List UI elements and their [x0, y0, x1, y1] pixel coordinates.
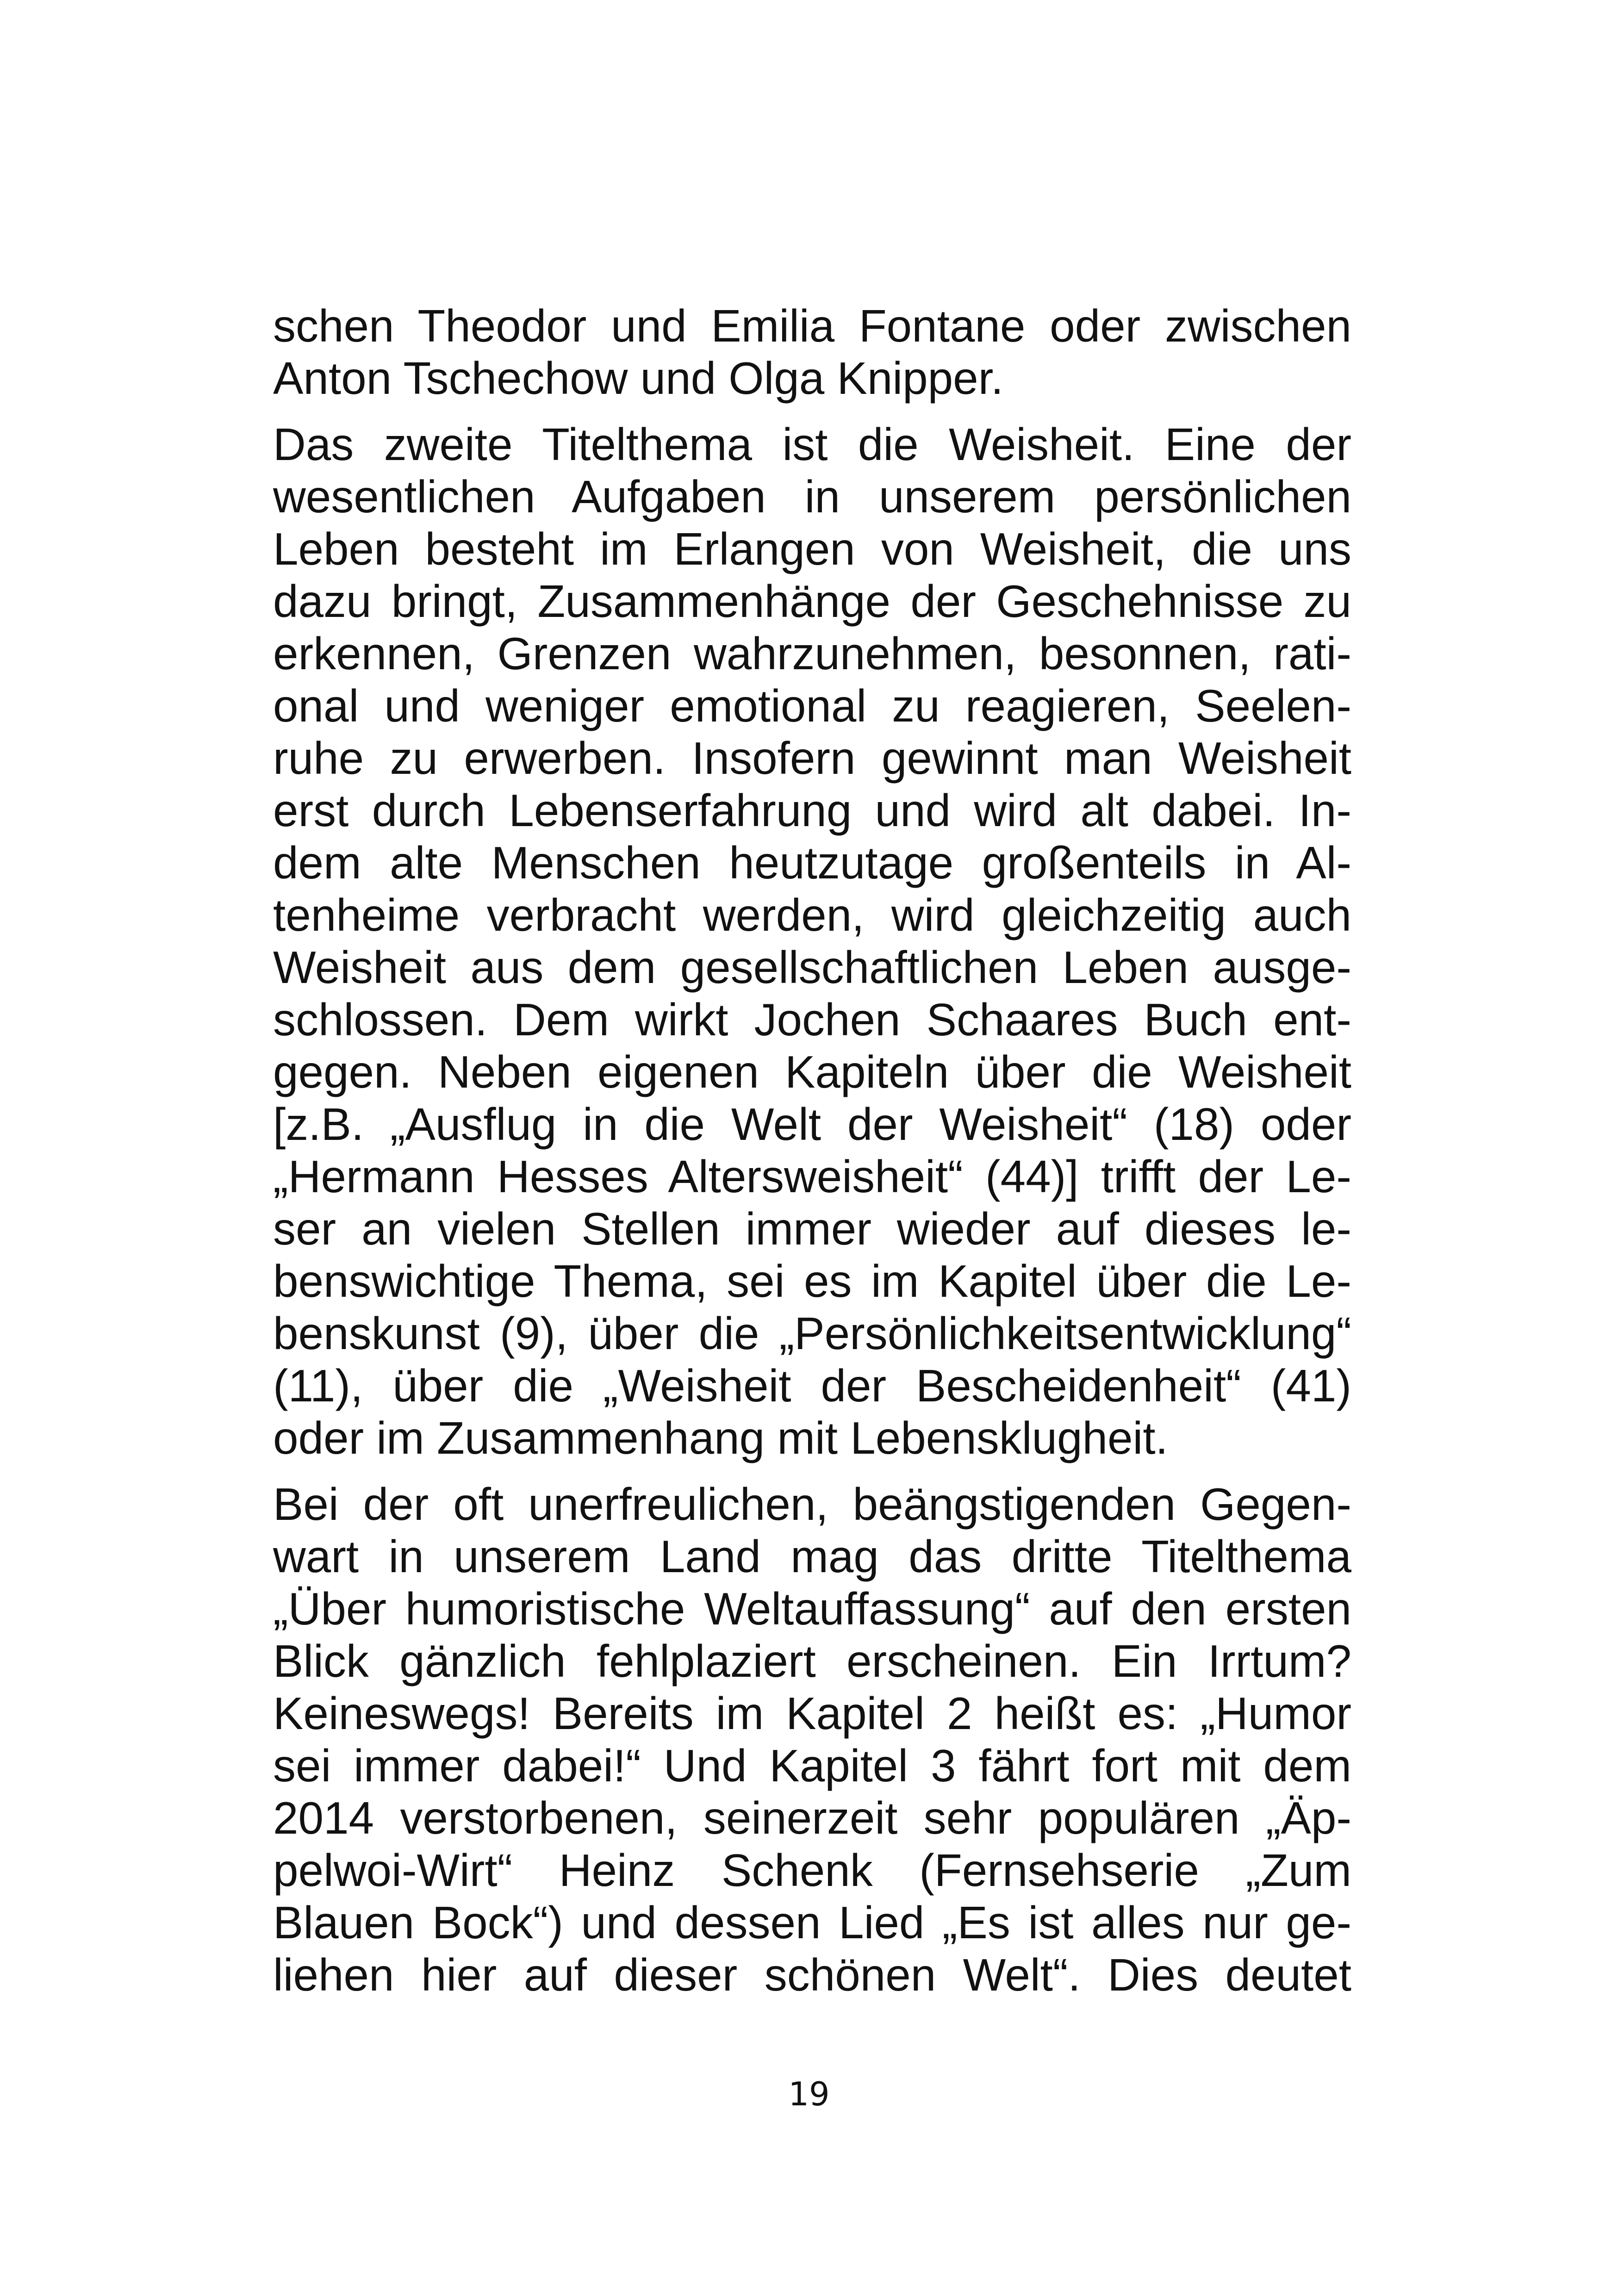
- text-line: schen Theodor und Emilia Fontane oder zwischen: [273, 300, 1351, 351]
- text-line: ser an vielen Stellen immer wieder auf dieses le-: [273, 1203, 1351, 1254]
- text-line: Blick gänzlich fehlplaziert erscheinen. Ein Irrtum?: [273, 1636, 1351, 1686]
- text-line: sei immer dabei!“ Und Kapitel 3 fährt fort mit dem: [273, 1740, 1351, 1791]
- text-line: wesentlichen Aufgaben in unserem persönlichen: [273, 471, 1351, 522]
- text-line: „Über humoristische Weltauffassung“ auf den ersten: [273, 1583, 1351, 1634]
- page-number: 19: [788, 2075, 830, 2113]
- text-line: onal und weniger emotional zu reagieren, Seelen-: [273, 680, 1351, 731]
- paragraph: [273, 300, 1351, 404]
- text-line: Weisheit aus dem gesellschaftlichen Leben ausge-: [273, 942, 1351, 993]
- text-line: benskunst (9), über die „Persönlichkeitsentwicklung“: [273, 1308, 1351, 1359]
- text-line: ruhe zu erwerben. Insofern gewinnt man Weisheit: [273, 733, 1351, 784]
- text-line: Das zweite Titelthema ist die Weisheit. Eine der: [273, 419, 1351, 470]
- body-text: [273, 300, 1351, 2001]
- text-line: Blauen Bock“) und dessen Lied „Es ist alles nur ge-: [273, 1897, 1351, 1948]
- paragraph: [273, 1478, 1351, 2001]
- text-line: wart in unserem Land mag das dritte Titelthema: [273, 1531, 1351, 1582]
- text-line: liehen hier auf dieser schönen Welt“. Dies deutet: [273, 1949, 1351, 2000]
- text-line: dazu bringt, Zusammenhänge der Geschehnisse zu: [273, 576, 1351, 627]
- text-line: [z.B. „Ausflug in die Welt der Weisheit“ (18) oder: [273, 1099, 1351, 1150]
- text-line: oder im Zusammenhang mit Lebensklugheit.: [273, 1412, 1168, 1463]
- text-line: „Hermann Hesses Altersweisheit“ (44)] trifft der Le-: [273, 1151, 1351, 1202]
- text-line: tenheime verbracht werden, wird gleichzeitig auch: [273, 890, 1351, 940]
- text-line: erkennen, Grenzen wahrzunehmen, besonnen, rati-: [273, 628, 1351, 679]
- text-line: 2014 verstorbenen, seinerzeit sehr populären „Äp-: [273, 1792, 1351, 1843]
- paragraph: [273, 418, 1351, 1464]
- text-line: dem alte Menschen heutzutage großenteils in Al-: [273, 837, 1351, 888]
- text-line: Anton Tschechow und Olga Knipper.: [273, 353, 1004, 404]
- text-line: benswichtige Thema, sei es im Kapitel über die Le-: [273, 1256, 1351, 1307]
- text-line: gegen. Neben eigenen Kapiteln über die Weisheit: [273, 1046, 1351, 1097]
- text-line: schlossen. Dem wirkt Jochen Schaares Buch ent-: [273, 994, 1351, 1045]
- text-line: Leben besteht im Erlangen von Weisheit, die uns: [273, 523, 1351, 574]
- text-line: erst durch Lebenserfahrung und wird alt dabei. In-: [273, 785, 1351, 836]
- text-line: (11), über die „Weisheit der Bescheidenheit“ (41): [273, 1360, 1351, 1411]
- text-line: pelwoi-Wirt“ Heinz Schenk (Fernsehserie „Zum: [273, 1845, 1351, 1896]
- text-line: Keineswegs! Bereits im Kapitel 2 heißt es: „Humor: [273, 1688, 1351, 1739]
- text-line: Bei der oft unerfreulichen, beängstigenden Gegen-: [273, 1479, 1351, 1530]
